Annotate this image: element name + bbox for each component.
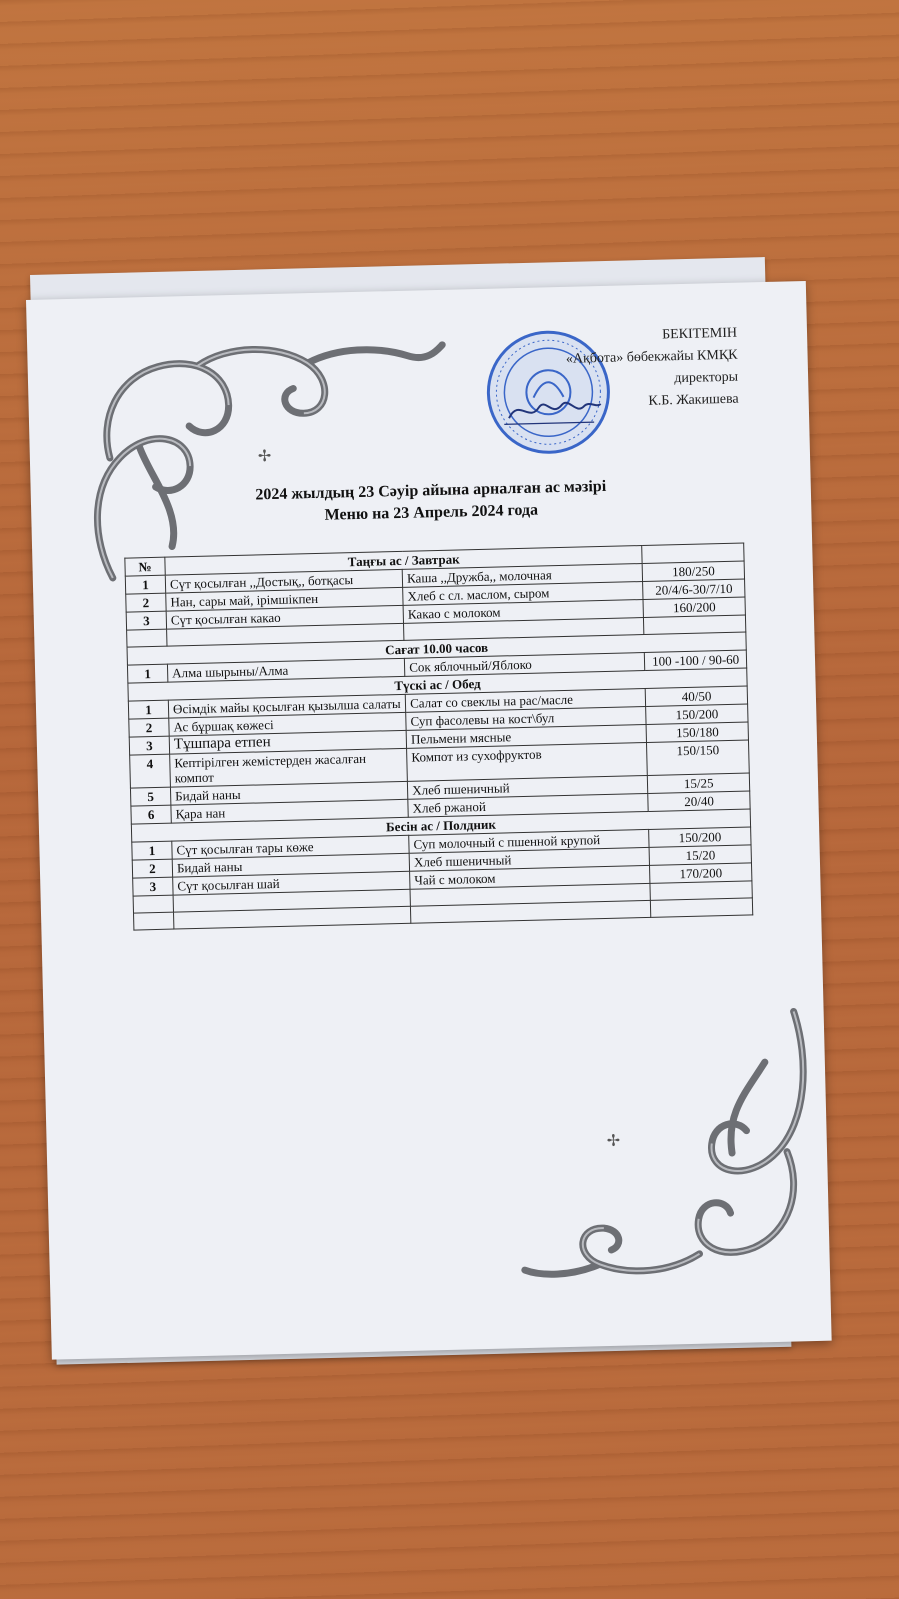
dish-kz: Ас бұршақ көжесі (169, 712, 406, 736)
row-number: 6 (131, 805, 171, 824)
row-number: 2 (129, 718, 169, 737)
approval-block (497, 323, 739, 417)
cross-mark-icon: ✢ (257, 446, 272, 466)
section-title: Түскі ас / Обед (128, 668, 747, 701)
dish-ru: Салат со свеклы на рас/масле (405, 688, 646, 712)
dish-ru: Суп молочный с пшенной крупой (409, 829, 650, 853)
portion: 150/200 (646, 704, 748, 724)
row-number: 2 (126, 593, 166, 612)
row-number: 3 (133, 877, 173, 896)
portion: 100 -100 / 90-60 (645, 650, 747, 670)
row-number: 1 (132, 841, 172, 860)
portion: 15/25 (648, 773, 750, 793)
dish-ru: Компот из сухофруктов (407, 742, 648, 781)
dish-ru: Сок яблочный/Яблоко (405, 652, 646, 676)
row-number: 3 (129, 736, 169, 755)
menu-table (124, 543, 753, 931)
cross-mark-icon: ✢ (606, 1130, 621, 1151)
portion: 150/180 (646, 722, 748, 742)
dish-kz: Бидай наны (172, 853, 409, 877)
menu-title-ru: Меню на 23 Апрель 2024 года (324, 501, 539, 524)
section-title: Таңғы ас / Завтрак (165, 546, 643, 576)
portion: 40/50 (646, 686, 748, 706)
dish-ru: Суп фасолевы на кост\бул (406, 706, 647, 730)
portion: 20/40 (648, 791, 750, 811)
portion: 20/4/6-30/7/10 (643, 579, 745, 599)
portion: 180/250 (642, 561, 744, 581)
dish-ru: Хлеб ржаной (408, 793, 649, 817)
menu-sheet (26, 281, 832, 1360)
row-number: 3 (126, 611, 166, 630)
dish-ru: Каша ,,Дружба,, молочная (402, 564, 643, 588)
dish-kz: Сүт қосылған ,,Достық,, ботқасы (165, 569, 402, 593)
approval-director-name: К.Б. Жакишева (648, 391, 739, 409)
dish-kz: Нан, сары май, ірімшікпен (166, 587, 403, 611)
number-column-header: № (125, 557, 165, 576)
dish-ru: Пельмени мясные (406, 724, 647, 748)
dish-kz: Сүт қосылған какао (166, 605, 403, 629)
row-number: 1 (127, 664, 167, 683)
portion: 150/200 (649, 827, 751, 847)
bottom-right-ornament (513, 1001, 820, 1298)
dish-ru: Хлеб пшеничный (408, 775, 649, 799)
dish-ru: Чай с молоком (410, 865, 651, 889)
dish-ru: Хлеб с сл. маслом, сыром (403, 582, 644, 606)
dish-ru: Хлеб пшеничный (409, 847, 650, 871)
row-number: 1 (125, 575, 165, 594)
dish-kz: Сүт қосылған тары көже (172, 835, 409, 859)
row-number: 4 (130, 754, 171, 788)
approval-heading: БЕКІТЕМІН (661, 325, 738, 343)
row-number: 5 (130, 787, 170, 806)
dish-kz: Қара нан (171, 799, 408, 823)
dish-kz: Сүт қосылған шай (173, 871, 410, 895)
approval-position: директоры (674, 369, 739, 387)
dish-kz: Бидай наны (170, 781, 407, 805)
portion: 150/150 (647, 740, 749, 775)
dish-kz: Кептірілген жемістерден жасалған компот (170, 748, 408, 787)
approval-organization: «Ақбота» бөбекжайы КМҚК (565, 347, 738, 367)
dish-kz: Алма шырыны/Алма (167, 658, 404, 682)
menu-title-kz: 2024 жылдың 23 Сәуір айына арналған ас мәзірі (255, 477, 607, 504)
dish-kz: Тұшпара етпен (169, 730, 406, 754)
portion: 160/200 (643, 597, 745, 617)
section-title: Бесін ас / Полдник (131, 809, 750, 842)
portion: 170/200 (650, 863, 752, 883)
dish-ru: Какао с молоком (403, 600, 644, 624)
portion: 15/20 (649, 845, 751, 865)
row-number: 1 (128, 700, 168, 719)
dish-kz: Өсімдік майы қосылған қызылша салаты (168, 694, 405, 718)
section-title: Сағат 10.00 часов (127, 632, 746, 665)
row-number: 2 (132, 859, 172, 878)
